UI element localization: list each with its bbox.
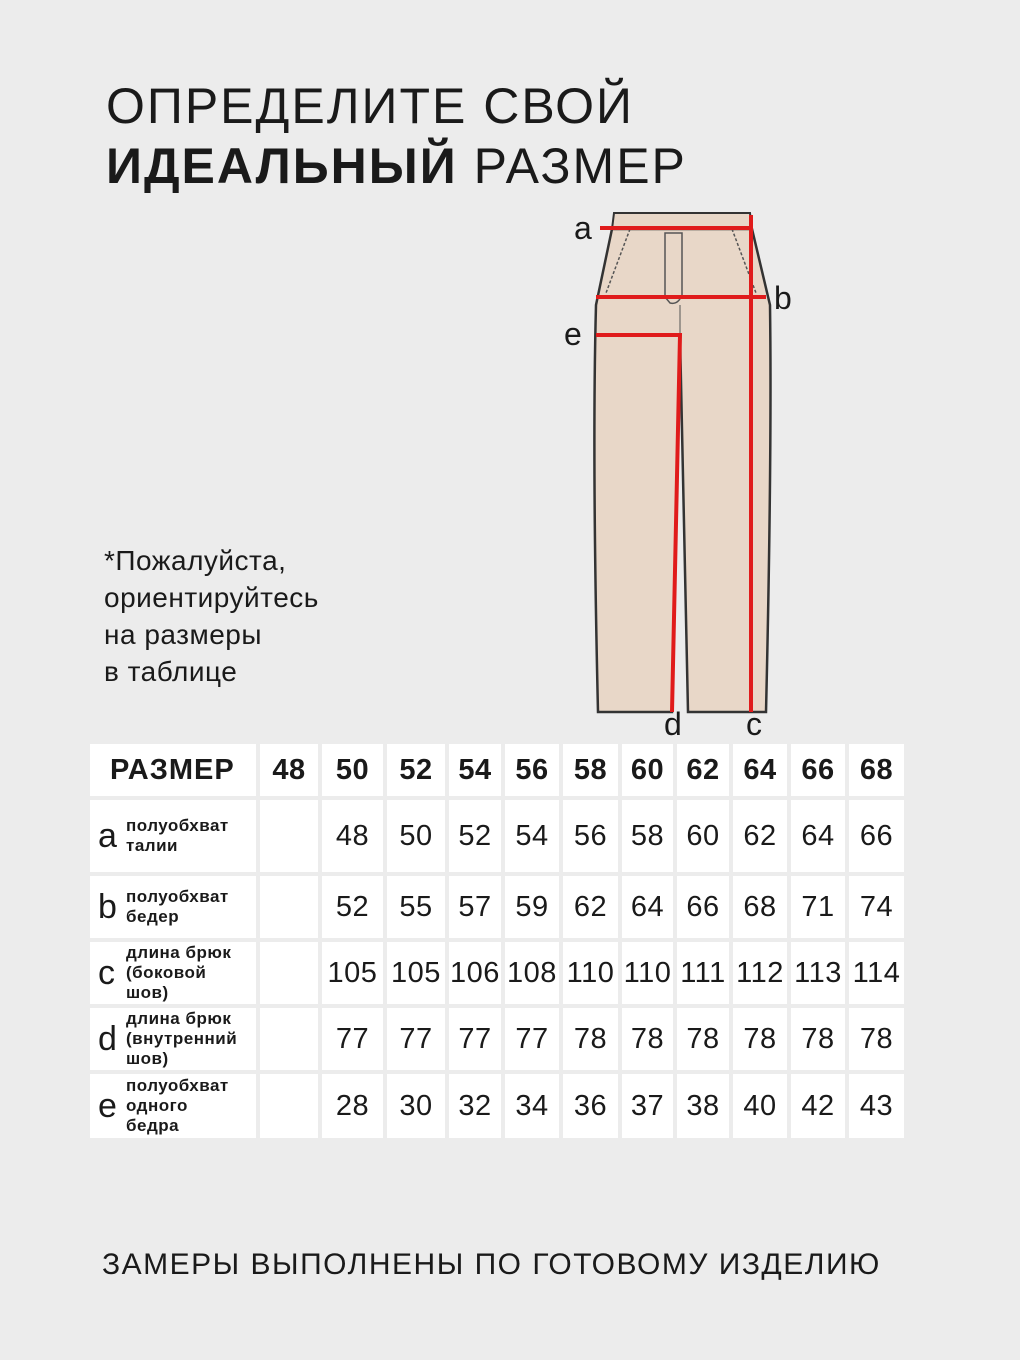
size-table — [86, 740, 908, 1142]
table-cell: 54 — [505, 800, 559, 872]
table-cell: 113 — [791, 942, 845, 1004]
table-cell: 58 — [622, 800, 673, 872]
table-cell: 52 — [322, 876, 383, 938]
table-cell: 59 — [505, 876, 559, 938]
table-cell: 56 — [563, 800, 618, 872]
table-cell: 37 — [622, 1074, 673, 1138]
table-cell: 43 — [849, 1074, 904, 1138]
table-cell: 77 — [505, 1008, 559, 1070]
table-cell: 110 — [622, 942, 673, 1004]
size-header-cell: 50 — [322, 744, 383, 796]
table-cell: 52 — [449, 800, 501, 872]
row-header-e — [90, 1074, 256, 1138]
note-line: *Пожалуйста, — [104, 545, 287, 576]
table-cell: 105 — [322, 942, 383, 1004]
title-line-2 — [106, 136, 687, 196]
size-header-cell: 54 — [449, 744, 501, 796]
row-letter: d — [98, 1019, 118, 1058]
size-table-header-row — [90, 744, 904, 796]
size-header-cell: 60 — [622, 744, 673, 796]
table-cell: 77 — [322, 1008, 383, 1070]
table-cell: 68 — [733, 876, 787, 938]
row-header-b — [90, 876, 256, 938]
row-desc: шов) — [126, 1049, 169, 1068]
table-cell: 112 — [733, 942, 787, 1004]
row-letter: e — [98, 1086, 118, 1125]
table-cell: 78 — [791, 1008, 845, 1070]
table-cell: 42 — [791, 1074, 845, 1138]
note-line: в таблице — [104, 656, 238, 687]
size-header-cell: 62 — [677, 744, 729, 796]
table-row — [90, 800, 904, 872]
size-header-cell: 56 — [505, 744, 559, 796]
pants-illustration — [560, 205, 780, 720]
table-cell: 78 — [733, 1008, 787, 1070]
table-cell: 50 — [387, 800, 445, 872]
diagram-label-a: a — [574, 210, 592, 246]
row-desc: шов) — [126, 983, 169, 1002]
title-bold-word: ИДЕАЛЬНЫЙ — [106, 138, 458, 194]
page-title — [106, 76, 687, 196]
table-cell — [260, 1074, 318, 1138]
row-desc: (внутренний — [126, 1029, 238, 1048]
table-cell: 110 — [563, 942, 618, 1004]
table-cell: 34 — [505, 1074, 559, 1138]
table-cell: 62 — [733, 800, 787, 872]
pants-body — [594, 229, 770, 712]
table-row — [90, 942, 904, 1004]
row-desc: одного — [126, 1096, 188, 1115]
size-header-cell: 58 — [563, 744, 618, 796]
table-cell: 62 — [563, 876, 618, 938]
table-cell: 71 — [791, 876, 845, 938]
table-cell: 78 — [563, 1008, 618, 1070]
diagram-label-e: e — [564, 316, 582, 352]
size-header-cell: 68 — [849, 744, 904, 796]
table-cell: 66 — [677, 876, 729, 938]
table-cell: 30 — [387, 1074, 445, 1138]
table-cell — [260, 800, 318, 872]
table-row — [90, 876, 904, 938]
table-cell: 40 — [733, 1074, 787, 1138]
table-cell: 64 — [622, 876, 673, 938]
row-header-c — [90, 942, 256, 1004]
table-cell: 78 — [677, 1008, 729, 1070]
row-desc: талии — [126, 836, 178, 855]
size-header-label: РАЗМЕР — [90, 744, 256, 796]
row-letter: c — [98, 953, 116, 992]
size-header-cell: 52 — [387, 744, 445, 796]
row-desc: (боковой — [126, 963, 207, 982]
note-line: на размеры — [104, 619, 263, 650]
title-rest-word: РАЗМЕР — [473, 138, 687, 194]
size-header-cell: 64 — [733, 744, 787, 796]
size-header-cell: 48 — [260, 744, 318, 796]
table-cell: 108 — [505, 942, 559, 1004]
table-cell: 74 — [849, 876, 904, 938]
table-cell: 57 — [449, 876, 501, 938]
table-row — [90, 1008, 904, 1070]
row-letter: a — [98, 816, 118, 855]
row-desc: бедра — [126, 1116, 180, 1135]
row-desc: длина брюк — [126, 1009, 232, 1028]
table-cell: 32 — [449, 1074, 501, 1138]
diagram-label-b: b — [774, 280, 792, 316]
title-line-1: ОПРЕДЕЛИТЕ СВОЙ — [106, 78, 634, 134]
footer-note: ЗАМЕРЫ ВЫПОЛНЕНЫ ПО ГОТОВОМУ ИЗДЕЛИЮ — [102, 1248, 881, 1281]
table-cell: 64 — [791, 800, 845, 872]
table-cell: 55 — [387, 876, 445, 938]
table-cell: 111 — [677, 942, 729, 1004]
row-desc: длина брюк — [126, 943, 232, 962]
size-header-cell: 66 — [791, 744, 845, 796]
diagram-label-d: d — [664, 706, 682, 742]
row-header-a — [90, 800, 256, 872]
row-desc: полуобхват — [126, 816, 229, 835]
table-cell: 78 — [849, 1008, 904, 1070]
row-desc: полуобхват — [126, 887, 229, 906]
table-cell: 60 — [677, 800, 729, 872]
table-cell: 36 — [563, 1074, 618, 1138]
table-cell: 28 — [322, 1074, 383, 1138]
table-cell: 38 — [677, 1074, 729, 1138]
table-cell: 106 — [449, 942, 501, 1004]
row-desc: полуобхват — [126, 1076, 229, 1095]
table-cell: 114 — [849, 942, 904, 1004]
sizing-note — [104, 542, 319, 690]
note-line: ориентируйтесь — [104, 582, 319, 613]
table-cell: 105 — [387, 942, 445, 1004]
table-cell: 66 — [849, 800, 904, 872]
table-row — [90, 1074, 904, 1138]
table-cell — [260, 876, 318, 938]
table-cell: 78 — [622, 1008, 673, 1070]
table-cell — [260, 942, 318, 1004]
table-cell: 77 — [387, 1008, 445, 1070]
table-cell — [260, 1008, 318, 1070]
table-cell: 48 — [322, 800, 383, 872]
row-desc: бедер — [126, 907, 180, 926]
diagram-label-c: c — [746, 706, 762, 742]
table-cell: 77 — [449, 1008, 501, 1070]
row-letter: b — [98, 887, 118, 926]
row-header-d — [90, 1008, 256, 1070]
